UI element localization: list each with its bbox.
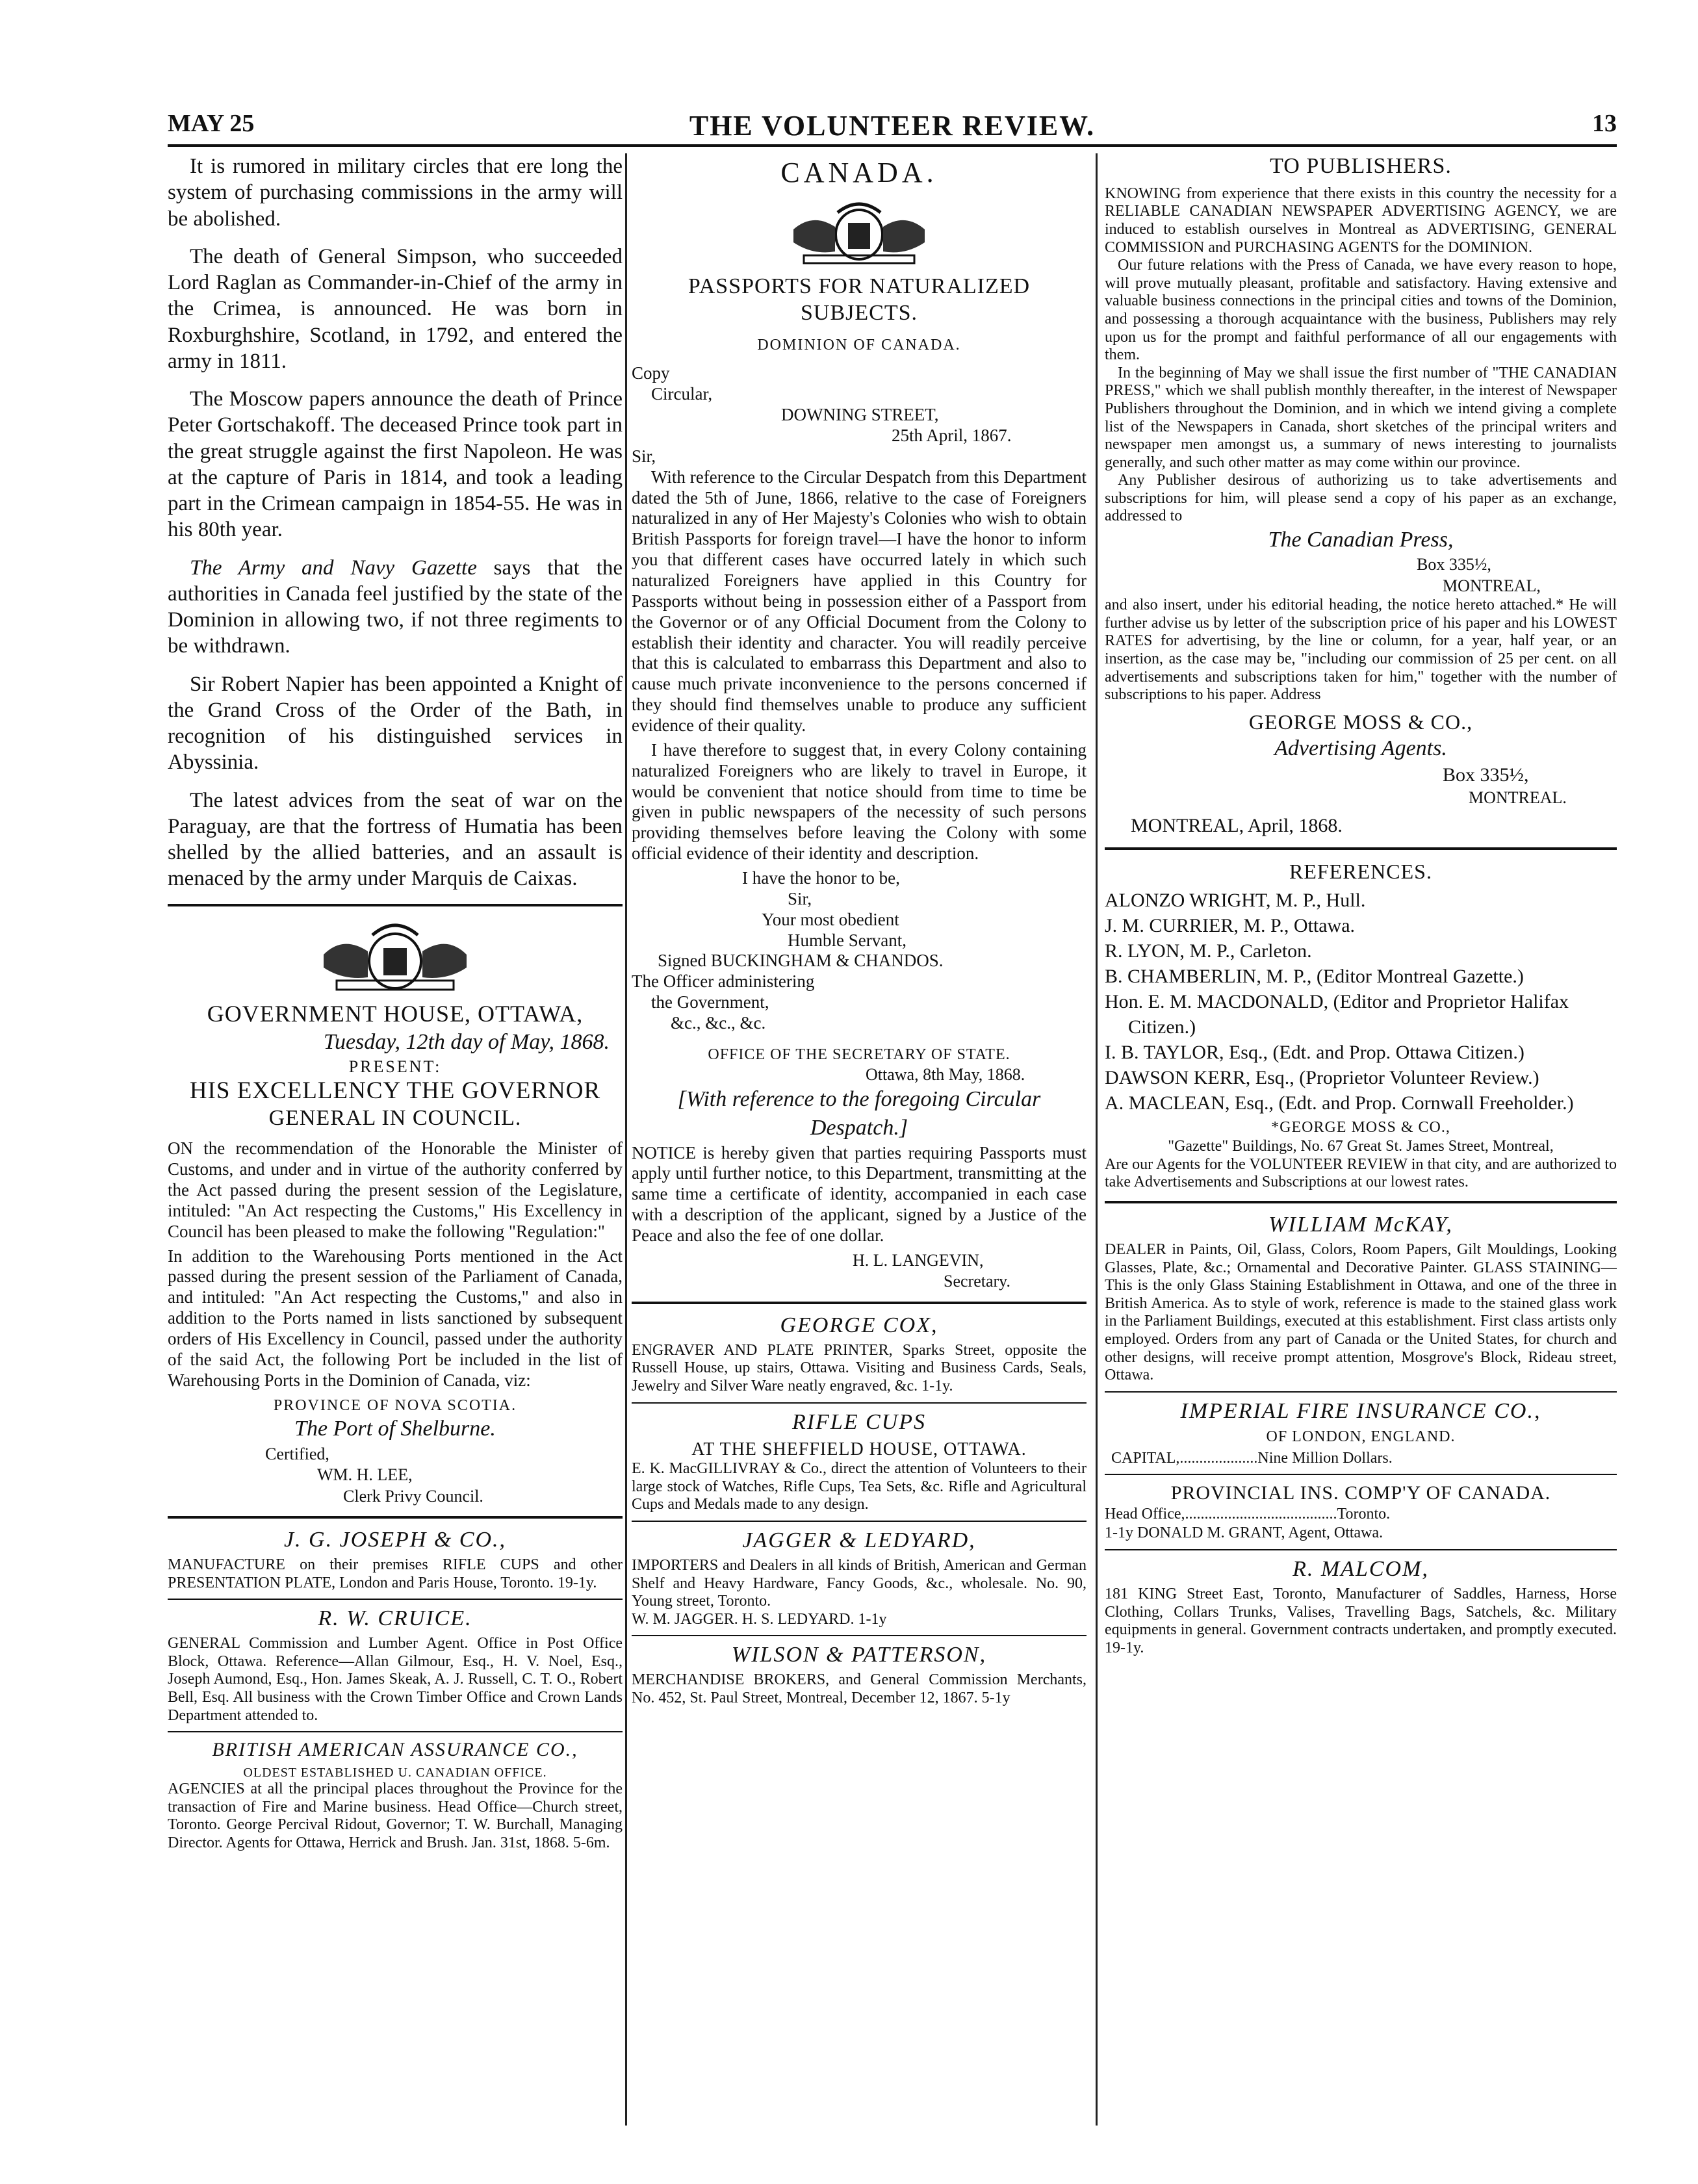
salutation: Sir,: [632, 446, 656, 466]
masthead-title: THE VOLUNTEER REVIEW.: [689, 110, 1096, 142]
references-list: [1105, 888, 1617, 1116]
references-title: REFERENCES.: [1289, 859, 1432, 883]
montreal-date: MONTREAL, April, 1868.: [1131, 815, 1343, 837]
ad-head-office: Head Office,.......................................Toronto.: [1105, 1506, 1391, 1523]
news-item: It is rumored in military circles that ere long the system of purchasing commissions in the army will be abolished.: [168, 155, 623, 231]
ad-title: WILLIAM McKAY,: [1268, 1213, 1453, 1237]
despatch-paragraph: I have therefore to suggest that, in every Colony containing naturalized Foreigners who are likely to travel in Europe, it would be convenient that notice should from time to time be given in public newspapers of the necessity of such persons providing themselves before leaving the Colony with some official evidence of their identity and description.: [632, 739, 1087, 864]
section-rule: [1105, 1201, 1617, 1203]
ad-title: R. W. CRUICE.: [318, 1606, 472, 1631]
ad-text: DEALER in Paints, Oil, Glass, Colors, Room Papers, Gilt Mouldings, Looking Glasses, Plate, &c.; Ornamental and Decorative Painter. GLASS STAINING—This is the only Glass Staining Establishment in Ottawa, and one of the three in British America. As to style of work, reference is made to the stained glass work in the Parliament Buildings, executed at this establishment. First class artists only employed. Orders from any part of Canada or the United States, for church and other designs, will receive prompt attention, Mosgrove's Block, Rideau street, Ottawa.: [1105, 1241, 1617, 1384]
certified-label: Certified,: [265, 1444, 329, 1463]
ad-title: JAGGER & LEDYARD,: [742, 1528, 976, 1553]
page-number: 13: [1592, 110, 1617, 137]
advertisement-malcom: [1105, 1557, 1617, 1657]
ad-title: IMPERIAL FIRE INSURANCE CO.,: [1180, 1398, 1541, 1423]
office-label: OFFICE OF THE SECRETARY OF STATE.: [708, 1046, 1010, 1063]
ad-agent: 1-1y DONALD M. GRANT, Agent, Ottawa.: [1105, 1524, 1383, 1542]
closing-line: I have the honor to be,: [742, 868, 900, 888]
ad-text: ENGRAVER AND PLATE PRINTER, Sparks Street, opposite the Russell House, up stairs, Ottawa. Visiting and Business Cards, Seals, Jewelry and Silver Ware neatly engraved, &c. 1-1y.: [632, 1341, 1087, 1395]
news-text: says that the authorities in Canada feel justified by the state of the Dominion in allowing two, if not three regiments to be withdrawn.: [168, 556, 623, 658]
office-date: Ottawa, 8th May, 1868.: [866, 1064, 1025, 1084]
ad-rule: [1105, 1549, 1617, 1550]
circular-label: Circular,: [651, 384, 713, 404]
column-divider: [1096, 153, 1098, 2126]
publishers-paragraph: Any Publisher desirous of authorizing us to take advertisements and subscriptions for him, will please send a copy of his paper as an exchange, addressed to: [1105, 472, 1617, 525]
publishers-paragraph: and also insert, under his editorial heading, the notice hereto attached.* He will further advise us by letter of the subscription price of his paper and his LOWEST RATES for advertising, by the line or column, for a year, half year, or an insertion, as the case may be, "including our commission of 25 per cent. on all advertisements and subscriptions taken for him," together with the number of subscriptions to his paper. Address: [1105, 597, 1617, 704]
reference-item: Hon. E. M. MACDONALD, (Editor and Proprietor Halifax Citizen.): [1105, 991, 1569, 1038]
officer-line: the Government,: [651, 992, 769, 1012]
canada-heading: CANADA.: [780, 157, 938, 188]
advertisement-mckay: [1105, 1213, 1617, 1385]
news-item: The death of General Simpson, who succeeded Lord Raglan as Commander-in-Chief of the army in the Crimea, is announced. He was born in Roxburghshire, Scotland, in 1792, and entered the army in 1811.: [168, 244, 623, 373]
dominion-label: DOMINION OF CANADA.: [757, 336, 961, 353]
ad-rule: [632, 1635, 1087, 1636]
certifier-name: WM. H. LEE,: [317, 1465, 413, 1485]
canada-crest-icon: [784, 196, 934, 267]
moss-agent-name: *GEORGE MOSS & CO.,: [1271, 1119, 1450, 1137]
reference-item: B. CHAMBERLIN, M. P., (Editor Montreal Gazette.): [1105, 966, 1524, 988]
advertisement-rifle-cups: [632, 1410, 1087, 1514]
ad-text: MANUFACTURE on their premises RIFLE CUPS and other PRESENTATION PLATE, London and Paris House, Toronto. 19-1y.: [168, 1556, 623, 1591]
advertisement-imperial: [1105, 1399, 1617, 1468]
ad-signature: W. M. JAGGER. H. S. LEDYARD. 1-1y: [632, 1610, 887, 1628]
publication-name: The Army and Navy Gazette: [190, 556, 477, 580]
regulation-paragraph: ON the recommendation of the Honorable the Minister of Customs, and under and in virtue of the authority conferred by the Act passed during the present session of the Legislature, intituled: "An Act respecting the Customs," His Excellency in Council has been pleased to make the following "Regulation:": [168, 1138, 623, 1241]
ad-capital: CAPITAL,....................Nine Million Dollars.: [1111, 1449, 1393, 1467]
issue-date: MAY 25: [168, 110, 255, 137]
section-rule: [1105, 847, 1617, 850]
advertisement-british-american: [168, 1739, 623, 1852]
press-name: The Canadian Press,: [1268, 528, 1454, 552]
column-divider: [625, 153, 627, 2126]
section-rule: [632, 1302, 1087, 1304]
ad-text: GENERAL Commission and Lumber Agent. Office in Post Office Block, Ottawa. Reference—Allan Gilmour, Esq., H. V. Noel, Esq., Joseph Aumond, Esq., Hon. James Skeak, A. J. Russell, C. T. O., Robert Bell, Esq. All business with the Crown Timber Office and Crown Lands Department attended to.: [168, 1635, 623, 1724]
despatch-paragraph: With reference to the Circular Despatch from this Department dated the 5th of June, 1866, relative to the case of Foreigners naturalized in any of Her Majesty's Colonies who wish to obtain British Passports for foreign travel—I have the honor to inform you that different cases have occurred lately in which such naturalized Foreigners have applied in this Country for Passports without being in possession either of a Passport from the Governor or of any Official Document from the Colony to establish their identity and character. You will readily perceive that this is calculated to embarrass this Department and also to cause much private inconvenience to the persons concerned if they should find themselves unable to produce any sufficient evidence of their quality.: [632, 467, 1087, 735]
news-item: Sir Robert Napier has been appointed a Knight of the Grand Cross of the Order of the Bath, in recognition of his distinguished services in Abyssinia.: [168, 672, 623, 775]
closing-line: Sir,: [788, 888, 812, 908]
news-item: The latest advices from the seat of war on the Paraguay, are that the fortress of Humatia has been shelled by the allied batteries, and an assault is menaced by the army under Marquis de Caixas.: [168, 788, 623, 891]
notice-paragraph: NOTICE is hereby given that parties requiring Passports must apply until further notice, to this Department, transmitting at the same time a certificate of identity, accompanied in each case with a description of the applicant, signed by a Justice of the Peace and also the fee of one dollar.: [632, 1142, 1087, 1245]
advertisement-cruice: [168, 1606, 623, 1725]
officer-line: &c., &c., &c.: [671, 1013, 766, 1033]
advertisement-provincial: [1105, 1482, 1617, 1543]
ad-title: R. MALCOM,: [1293, 1557, 1429, 1582]
reference-note: [With reference to the foregoing Circular Despatch.]: [677, 1087, 1041, 1140]
ad-text: MERCHANDISE BROKERS, and General Commission Merchants, No. 452, St. Paul Street, Montreal, December 12, 1867. 5-1y: [632, 1671, 1087, 1706]
moss-city: MONTREAL.: [1469, 788, 1567, 807]
advertisement-jagger: [632, 1528, 1087, 1628]
press-box: Box 335½,: [1417, 555, 1491, 574]
province-label: PROVINCE OF NOVA SCOTIA.: [273, 1396, 517, 1414]
moss-agent-address: "Gazette" Buildings, No. 67 Great St. James Street, Montreal,: [1168, 1138, 1554, 1155]
moss-agent-text: Are our Agents for the VOLUNTEER REVIEW in that city, and are authorized to take Advertisements and Subscriptions at our lowest rates.: [1105, 1155, 1617, 1191]
reference-item: R. LYON, M. P., Carleton.: [1105, 940, 1312, 962]
header-rule: [168, 144, 1617, 147]
ad-subtitle: OLDEST ESTABLISHED U. CANADIAN OFFICE.: [243, 1766, 547, 1780]
passports-title: PASSPORTS FOR NATURALIZED SUBJECTS.: [688, 274, 1031, 325]
gov-date: Tuesday, 12th day of May, 1868.: [323, 1029, 610, 1054]
moss-box: Box 335½,: [1443, 764, 1529, 786]
reference-item: J. M. CURRIER, M. P., Ottawa.: [1105, 915, 1356, 937]
reference-item: A. MACLEAN, Esq., (Edt. and Prop. Cornwall Freeholder.): [1105, 1092, 1574, 1114]
publishers-paragraph: Our future relations with the Press of Canada, we have every reason to hope, will prove mutually pleasant, profitable and satisfactory. Having extensive and valuable business connections in the principal cities and towns of the Dominion, and possessing a thorough acquaintance with the business, Publishers may rely upon us for the prompt and faithful performance of all our engagements with them.: [1105, 257, 1617, 364]
present-label: PRESENT:: [348, 1057, 442, 1076]
copy-label: Copy: [632, 363, 670, 383]
ad-title: PROVINCIAL INS. COMP'Y OF CANADA.: [1170, 1482, 1551, 1504]
langevin-title: Secretary.: [944, 1272, 1010, 1291]
section-rule: [168, 1516, 623, 1519]
reference-item: I. B. TAYLOR, Esq., (Edt. and Prop. Ottawa Citizen.): [1105, 1042, 1524, 1064]
ad-title: GEORGE COX,: [780, 1313, 938, 1337]
moss-name: GEORGE MOSS & CO.,: [1248, 710, 1473, 734]
ad-rule: [632, 1402, 1087, 1404]
advertisement-cox: [632, 1313, 1087, 1396]
ad-subtitle: OF LONDON, ENGLAND.: [1266, 1428, 1456, 1445]
ad-text: AGENCIES at all the principal places throughout the Province for the transaction of Fire and Marine business. Head Office—Church street, Toronto. George Percival Ridout, Governor; T. W. Burchall, Managing Director. Agents for Ottawa, Herrick and Brush. Jan. 31st, 1868. 5-6m.: [168, 1780, 623, 1851]
publishers-title: TO PUBLISHERS.: [1270, 154, 1452, 178]
langevin-name: H. L. LANGEVIN,: [853, 1250, 984, 1270]
ad-title: BRITISH AMERICAN ASSURANCE CO.,: [212, 1739, 578, 1761]
column-3: [1105, 153, 1617, 2126]
column-2: [632, 153, 1087, 2126]
moss-agents: Advertising Agents.: [1274, 736, 1447, 761]
press-city: MONTREAL,: [1443, 576, 1541, 595]
reference-item: DAWSON KERR, Esq., (Proprietor Volunteer Review.): [1105, 1067, 1539, 1089]
ad-title: WILSON & PATTERSON,: [731, 1643, 987, 1667]
downing-street: DOWNING STREET,: [781, 405, 939, 425]
ad-text: 181 KING Street East, Toronto, Manufacturer of Saddles, Harness, Horse Clothing, Collars Trunks, Valises, Travelling Bags, Satchels, &c. Military equipments in general. Government contracts undertaken, and promptly executed. 19-1y.: [1105, 1586, 1617, 1656]
publishers-paragraph: KNOWING from experience that there exists in this country the necessity for a RELIABLE CANADIAN NEWSPAPER ADVERTISING AGENCY, we are induced to establish ourselves in Montreal as ADVERTISING, GENERAL COMMISSION and PURCHASING AGENTS for the DOMINION.: [1105, 185, 1617, 256]
ad-rule: [632, 1521, 1087, 1522]
ad-text: E. K. MacGILLIVRAY & Co., direct the attention of Volunteers to their large stock of Watches, Rifle Cups, Tea Sets, &c. Rifle and Agricultural Cups and Medals made to any design.: [632, 1460, 1087, 1513]
ad-title: J. G. JOSEPH & CO.,: [283, 1528, 507, 1552]
officer-line: The Officer administering: [632, 971, 815, 992]
certifier-title: Clerk Privy Council.: [343, 1486, 483, 1506]
closing-line: Your most obedient: [762, 909, 899, 929]
reference-item: ALONZO WRIGHT, M. P., Hull.: [1105, 890, 1366, 912]
ad-rule: [1105, 1391, 1617, 1393]
ad-rule: [168, 1599, 623, 1600]
royal-crest-icon: [311, 916, 480, 994]
publishers-paragraph: In the beginning of May we shall issue the first number of "THE CANADIAN PRESS," which we shall publish monthly thereafter, in the interest of Newspaper Publishers throughout the Dominion, and in which we intend giving a complete list of the Newspapers in Canada, short sketches of the principal writers and newspaper men amongst us, a summary of news interesting to journalists generally, and such other matter as may come within our province.: [1105, 364, 1617, 471]
excellency-line: HIS EXCELLENCY THE GOVERNOR: [189, 1077, 601, 1105]
news-items: [168, 153, 623, 892]
signed-line: Signed BUCKINGHAM & CHANDOS.: [658, 951, 944, 971]
regulation-paragraph: In addition to the Warehousing Ports mentioned in the Act passed during the present session of the Parliament of Canada, and intituled: "An Act respecting the Customs," and also in addition to the Ports named in lists sanctioned by subsequent orders of His Excellency in Council, passed under the authority of the said Act, the following Port be included in the list of Warehousing Ports in the Dominion of Canada, viz:: [168, 1246, 623, 1390]
ad-rule: [1105, 1474, 1617, 1475]
section-rule: [168, 904, 623, 906]
news-item: The Moscow papers announce the death of Prince Peter Gortschakoff. The deceased Prince took part in the great struggle against the first Napoleon. He was at the capture of Paris in 1814, and took a leading part in the Crimean campaign in 1854-55. He was in his 80th year.: [168, 387, 623, 542]
news-item: [168, 555, 623, 660]
ad-rule: [168, 1731, 623, 1732]
downing-date: 25th April, 1867.: [892, 425, 1012, 445]
closing-line: Humble Servant,: [788, 930, 907, 950]
ad-title: RIFLE CUPS: [791, 1409, 927, 1434]
page-header: [168, 109, 1617, 148]
ad-subtitle: AT THE SHEFFIELD HOUSE, OTTAWA.: [691, 1439, 1027, 1459]
column-1: [168, 153, 623, 2126]
gov-house-title: GOVERNMENT HOUSE, OTTAWA,: [207, 1000, 584, 1027]
advertisement-joseph: [168, 1528, 623, 1592]
council-line: GENERAL IN COUNCIL.: [268, 1106, 522, 1131]
advertisement-wilson: [632, 1643, 1087, 1707]
ad-text: IMPORTERS and Dealers in all kinds of British, American and German Shelf and Heavy Hardware, Fancy Goods, &c., wholesale. No. 90, Young street, Toronto.: [632, 1557, 1087, 1610]
port-name: The Port of Shelburne.: [294, 1417, 496, 1441]
